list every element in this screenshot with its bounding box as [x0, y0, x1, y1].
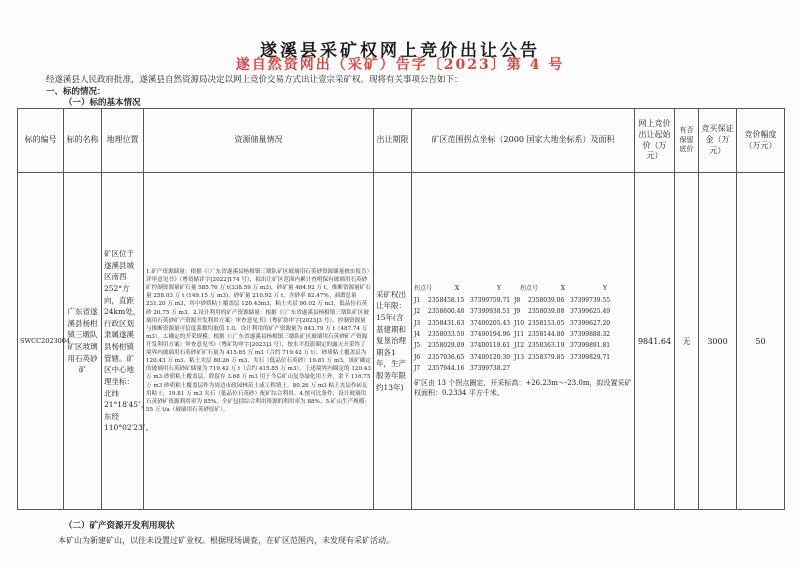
point-label: J2 [414, 308, 421, 316]
point-y: 37399888.32 [570, 331, 611, 338]
coord-row [414, 329, 632, 340]
cell-location: 矿区位于遂溪县城区南西 252°方向，直距24km处，行政区划隶属遂溪县杨柑镇管辖。矿区中心地理坐标：北纬21°18′45″，东经110°02′23″。 [102, 173, 144, 510]
table-header-row [18, 109, 785, 173]
point-label: J7 [414, 365, 421, 373]
point-label: J6 [414, 353, 421, 361]
cell-start-price: 9841.64 [635, 173, 675, 510]
point-x: 2357944.16 [428, 365, 465, 373]
point-y: 37399891.81 [570, 342, 611, 350]
point-y: 37399627.20 [570, 319, 611, 327]
header-code: 标的编号 [18, 109, 64, 173]
point-y: 37399938.51 [470, 308, 511, 316]
point-y: 37399759.71 [470, 296, 511, 304]
point-y: 37400194.96 [470, 331, 511, 338]
point-y: 37399739.55 [570, 296, 611, 304]
point-x: 2358144.80 [528, 331, 565, 338]
point-label: J12 [514, 342, 525, 350]
coord-row [414, 318, 632, 329]
point-label: J8 [514, 296, 521, 304]
notice-title: 遂溪县采矿权网上竞价出让公告 [260, 41, 540, 61]
cell-reserve-price: 无 [675, 173, 699, 510]
point-label: J5 [414, 342, 421, 350]
header-increment: 竞价幅度（万元） [737, 109, 785, 173]
header-name: 标的名称 [64, 109, 102, 173]
point-label: J13 [514, 353, 525, 361]
notice-number: 遂自然资网出（采矿）告字〔2023〕第 4 号 [235, 57, 565, 73]
coord-row [414, 340, 632, 351]
coords-header-x-2: X [560, 285, 566, 293]
coords-header-y: Y [497, 285, 501, 293]
coord-row [414, 295, 632, 306]
point-x: 2358029.09 [428, 342, 465, 350]
coords-header-y-2: Y [603, 285, 607, 293]
lot-table [17, 108, 785, 510]
section-2-paragraph: 本矿山为新建矿山，以往未设置过矿业权。根据现场调查，在矿区范围内，未发现有采矿活动。 [58, 536, 394, 545]
coords-header-point: 拐点号 [414, 285, 433, 293]
header-term: 出让期限 [374, 109, 412, 173]
header-reserve-price: 有否保留底价 [675, 109, 699, 173]
coords-list [414, 283, 632, 374]
header-coords: 矿区范围拐点坐标（2000 国家大地坐标系）及面积 [412, 109, 635, 173]
table-row [18, 173, 785, 510]
point-x: 2357936.65 [428, 353, 465, 361]
coords-header-point-2: 拐点号 [520, 285, 539, 293]
point-x: 2358363.19 [528, 342, 565, 350]
point-x: 2358039.06 [528, 296, 565, 304]
intro-paragraph: 经遂溪县人民政府批准，遂溪县自然资源局决定以网上竞价交易方式出让壹宗采矿权。现将有关事项公告如下： [46, 75, 463, 85]
point-label: J10 [514, 319, 525, 327]
cell-name: 广东省遂溪县杨柑镇三墩队矿区玻璃用石英砂矿 [64, 173, 102, 510]
point-x: 2358379.85 [528, 353, 565, 361]
point-label: J9 [514, 308, 521, 316]
point-x: 2358458.15 [428, 296, 465, 304]
header-deposit: 竞买保证金（万元） [699, 109, 737, 173]
coords-note: 矿区由 13 个拐点圈定，开采标高：+26.23m～-23.0m，拟设置采矿权面积：0.2334 平方千米。 [414, 378, 632, 398]
point-y: 37399829.71 [570, 353, 611, 361]
cell-reserves: 1.矿产资源储量：根据《〈广东省遂溪县杨柑镇三墩队矿区玻璃用石英砂资源储量核实报告〉评审意见书》（粤资储评字[2022]174 号），拟出让矿区范围内累计查明保有玻璃用石英砂矿控制资源量矿石量 585.76 万 t(338.59 万 m3)，砂矿量 484.92 万 t，推断资源量矿石量 258.03 万 t (149.15 万 m3)，砂矿量 210.92 万 t，含砂率 82.47%。剥离总量 231.20 万 m3，其中砂质粘土覆盖层 120.43m3，粘土夹层 90.02 万 m3，低品位石英砂 20.75 万 m3。2.设计利用的矿产资源储量：根据《〈广东省遂溪县杨柑镇三墩队矿区玻璃用石英砂矿产资源开发利用方案〉审查意见书》（粤矿协审字[2023]3 号），控制资源量与推断资源量可信度系数均取值 1.0，设计利用的矿产资源量为 843.79 万 t（487.74 万 m3）。3.确定的开采规模：根据《〈广东省遂溪县杨柑镇三墩队矿区玻璃用石英砂矿产资源开发利用方案〉审查意见书》（粤矿协审字[2023]3 号），按水平投影圈定的露天开采终了境界内玻璃用石英砂矿矿石量为 415.85 万 m3（合约 719.42 万 t），砂质粘土覆盖层为 120.43 万 m3、粘土夹层 80.26 万 m3、夹石（低品位石英砂）19.81 万 m3，该矿确定的玻璃用石英砂矿储量为 719.42 万 t（合约 415.85 万 m3）。上述境界内圈定的 120.43 万 m3 砂质粘土覆盖层，除留存 3.68 万 m3 用于今后矿山复垦绿化用土外，余下 116.75 万 m3 砂质粘土覆盖层作为周边市政园林苗土或工程填土。80.26 万 m3 粘土夹层作砖瓦用粘土，19.81 万 m3 夹石（低品位石英砂）配矿综合利用。4.按可比条件，设计玻璃用石英砂矿资源利用率为 85%，全矿包括综合利用资源的利用率为 88%。5.矿山生产规模：55 万 t/a（玻璃用石英砂原矿）。 [144, 173, 374, 510]
cell-deposit: 3000 [699, 173, 737, 510]
point-x: 2358600.48 [428, 308, 465, 316]
point-y: 37399625.49 [570, 308, 611, 316]
header-reserves: 资源储量情况 [144, 109, 374, 173]
point-label: J4 [414, 331, 421, 338]
point-y: 37399738.27 [470, 365, 511, 373]
coord-row [414, 352, 632, 363]
cell-term: 采矿权出让年限：15年(含基建期和复垦治理期各1年，生产服务年限约13年) [374, 173, 412, 510]
coords-header [414, 283, 632, 294]
coord-row [414, 306, 632, 317]
point-x: 2358039.08 [528, 308, 565, 316]
point-x: 2358033.50 [428, 331, 465, 338]
point-label: J11 [514, 331, 525, 338]
cell-code: SWCC2023004 [18, 173, 64, 510]
point-x: 2358153.05 [528, 319, 565, 327]
section-heading-2: （二）矿产资源开发利用现状 [64, 521, 175, 531]
subsection-heading-1: （一）标的基本情况 [64, 98, 141, 108]
point-y: 37400205.43 [470, 319, 511, 327]
header-start-price: 网上竞价出让起始价（万元） [635, 109, 675, 173]
coord-row [414, 363, 632, 374]
section-heading-1: 一、标的情况： [46, 87, 106, 97]
cell-coords [412, 173, 635, 510]
point-x: 2358431.63 [428, 319, 465, 327]
header-location: 地理位置 [102, 109, 144, 173]
coords-header-x: X [454, 285, 460, 293]
cell-increment: 50 [737, 173, 785, 510]
point-y: 37400119.61 [470, 342, 511, 350]
point-label: J1 [414, 296, 421, 304]
point-label: J3 [414, 319, 421, 327]
point-y: 37400120.30 [470, 353, 511, 361]
